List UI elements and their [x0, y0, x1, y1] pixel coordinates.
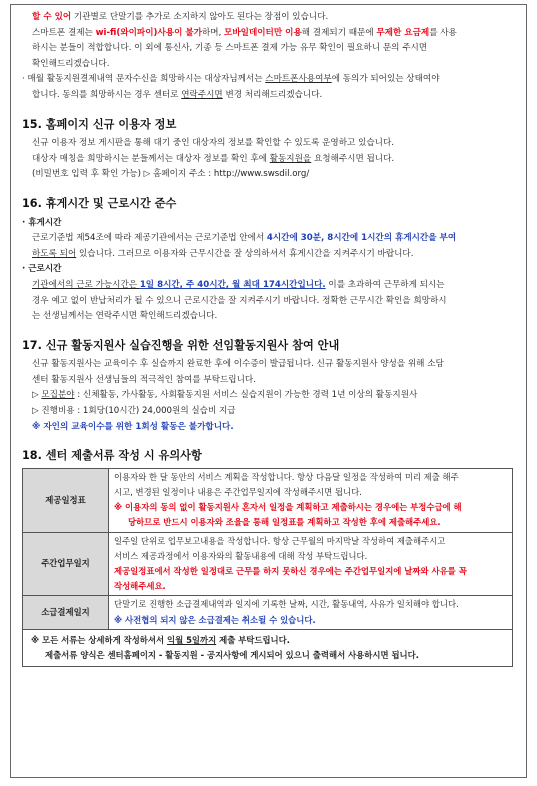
- body-underline: 하도록 되어: [32, 248, 77, 259]
- section-17-body: [22, 357, 513, 435]
- table-row: [23, 596, 513, 629]
- row-label: 제공일정표: [23, 468, 109, 532]
- intro-text: 해 결제되기 때문에: [301, 27, 377, 38]
- row-warning: ※ 이용자의 동의 없이 활동지원사 혼자서 일정을 계획하고 제출하시는 경우에는 부정수급에 해: [114, 502, 462, 513]
- break-time-line-2: [32, 247, 513, 263]
- intro-line-5: [22, 72, 513, 88]
- intro-underline: 연락주시면: [181, 89, 223, 100]
- intro-text: 하며,: [201, 27, 225, 38]
- intro-text: 에 동의가 되어있는 상태여야: [331, 74, 440, 85]
- intro-text: 를 사용: [429, 27, 457, 38]
- row-text: 단말기로 진행한 소급결제내역과 일지에 기록한 날짜, 시간, 활동내역, 사유가 일치해야 합니다.: [114, 599, 459, 610]
- unlimited-plan-warning: 무제한 요금제: [376, 27, 430, 38]
- intro-text: 합니다. 동의를 희망하시는 경우 센터로: [32, 89, 182, 100]
- break-time-label: · 휴게시간: [22, 217, 62, 228]
- body-text: ▷: [32, 390, 42, 401]
- section-15-heading: 15. 홈페이지 신규 이용자 정보: [22, 117, 177, 131]
- row-content: [109, 468, 513, 532]
- work-hours-line-3: 는 선생님께서는 연락주시면 확인해드리겠습니다.: [32, 311, 218, 322]
- table-row: [23, 468, 513, 532]
- intro-line-4: 확인해드리겠습니다.: [32, 58, 110, 69]
- section-17-heading: 17. 신규 활동지원사 실습진행을 위한 선임활동지원사 참여 안내: [22, 338, 340, 352]
- documents-table: [22, 468, 513, 667]
- intro-text: 변경 처리해드리겠습니다.: [222, 89, 323, 100]
- row-label: 주간업무일지: [23, 532, 109, 596]
- row-content: [109, 532, 513, 596]
- body-text: 근로기준법 제54조에 따라 제공기관에서는 근로기준법 안에서: [32, 233, 267, 244]
- table-row: [23, 629, 513, 666]
- work-hours-line-1: [32, 278, 513, 294]
- row-text: 이용자와 한 달 동안의 서비스 계획을 작성합니다. 항상 다음달 일정을 작성하여 미리 제출 해주: [114, 471, 459, 482]
- row-text: 일주일 단위로 업무보고내용을 작성합니다. 항상 근무월의 마지막날 작성하여 제출해주시고: [114, 535, 446, 546]
- intro-text: · 매월 활동지원결제내역 문자수신을 희망하시는 대상자님께서는: [22, 74, 266, 85]
- row-label: 소급결제일지: [23, 596, 109, 629]
- row-warning: 작성해주세요.: [114, 581, 166, 592]
- wifi-warning: wi-fi(와이파이)사용이 불가: [95, 27, 202, 38]
- body-text: 요청해주시면 됩니다.: [311, 153, 395, 164]
- row-warning: 제공일정표에서 작성한 일정대로 근무를 하지 못하신 경우에는 주간업무일지에 날짜와 사유를 꼭: [114, 566, 467, 577]
- section-17-line-1: 신규 활동지원사는 교육이수 후 실습까지 완료한 후에 이수증이 발급됩니다. 신규 활동지원사 양성을 위해 소담: [32, 359, 444, 370]
- mobile-data-warning: 모바일데이터만 이용: [224, 27, 302, 38]
- section-15-line-2: [32, 152, 513, 168]
- cost-line: ▷ 진행비용 : 1회당(10시간) 24,000원의 실습비 지급: [32, 406, 236, 417]
- section-17-line-2: 센터 활동지원사 선생님들의 적극적인 참여를 부탁드립니다.: [32, 374, 256, 385]
- note-text: ※ 모든 서류는 상세하게 작성하셔서: [31, 634, 167, 645]
- section-15-line-1: 신규 이용자 정보 게시판을 통해 대기 중인 대상자의 정보를 확인할 수 있도록 운영하고 있습니다.: [32, 138, 395, 149]
- row-notice: ※ 사전협의 되지 않은 소급결제는 취소될 수 있습니다.: [114, 614, 316, 625]
- body-text: 이를 초과하여 근무하게 되시는: [325, 279, 445, 290]
- work-hours-line-2: 경우 예고 없이 반납처리가 될 수 있으니 근로시간을 잘 지켜주시기 바랍니다. 정확한 근무시간 확인을 희망하시: [32, 295, 447, 306]
- work-hours-body: [22, 278, 513, 325]
- intro-line-6: [22, 88, 513, 104]
- intro-red-text: 할 수 있어: [32, 12, 72, 22]
- intro-text: 스마트폰 결제는: [32, 27, 96, 38]
- recruit-field-line: [32, 388, 513, 404]
- body-text: : 신체활동, 가사활동, 사회활동지원 서비스 실습지원이 가능한 경력 1년 이상의 활동지원사: [74, 390, 418, 401]
- deadline-text: 익월 5일까지: [166, 634, 217, 645]
- break-time-line-1: [32, 231, 513, 247]
- row-text: 시고, 변경된 일정이나 내용은 주간업무일지에 작성해주시면 됩니다.: [114, 487, 362, 498]
- note-text: 제출 부탁드립니다.: [216, 634, 290, 645]
- submission-note: [23, 629, 513, 666]
- intro-line-3: 하시는 분들이 적합합니다. 이 외에 통신사, 기종 등 스마트폰 결제 가능 유무 확인이 필요하니 문의 주시면: [32, 43, 428, 54]
- intro-line-2: [32, 26, 513, 42]
- homepage-url-line: (비밀번호 입력 후 확인 가능) ▷ 홈페이지 주소 : http://www.swsdil.org/: [32, 169, 310, 180]
- break-time-body: [22, 231, 513, 262]
- document-content: [22, 10, 513, 667]
- section-18-heading: 18. 센터 제출서류 작성 시 유의사항: [22, 449, 202, 463]
- body-underline: 기관에서의 근로 가능시간은: [32, 279, 140, 290]
- row-warning: 당하므로 반드시 이용자와 조율을 통해 일정표를 계획하고 작성한 후에 제출해주세요.: [128, 517, 441, 528]
- work-hours-rule: 1일 8시간, 주 40시간, 월 최대 174시간입니다.: [139, 279, 326, 290]
- table-row: [23, 532, 513, 596]
- break-time-rule: 4시간에 30분, 8시간에 1시간의 휴게시간을 부여: [266, 233, 457, 244]
- section-15-body: [22, 136, 513, 183]
- section-16-heading: 16. 휴게시간 및 근로시간 준수: [22, 196, 177, 210]
- intro-underline: 스마트폰사용여부: [265, 74, 332, 85]
- body-text: 있습니다. 그러므로 이용자와 근무시간을 잘 상의하셔서 휴게시간을 지켜주시기 바랍니다.: [76, 248, 414, 259]
- intro-line-1: [32, 10, 513, 26]
- row-text: 서비스 제공과정에서 이용자와의 활동내용에 대해 작성 부탁드립니다.: [114, 550, 368, 561]
- intro-block: [22, 10, 513, 72]
- body-underline: 모집분야: [41, 390, 75, 401]
- section-17-notice: ※ 자인의 교육이수를 위한 1회성 활동은 불가합니다.: [32, 421, 234, 432]
- body-underline: 활동지원을: [269, 153, 312, 164]
- work-hours-label: · 근로시간: [22, 264, 62, 275]
- note-line-2: 제출서류 양식은 센터홈페이지 - 활동지원 - 공지사항에 게시되어 있으니 출력해서 사용하시면 됩니다.: [45, 650, 419, 661]
- body-text: 대상자 매칭을 희망하시는 분들께서는 대상자 정보를 확인 후에: [32, 153, 270, 164]
- intro-text: 기관별로 단말기를 추가로 소지하지 않아도 된다는 장점이 있습니다.: [71, 12, 329, 22]
- row-content: [109, 596, 513, 629]
- note-line-1: [31, 633, 504, 648]
